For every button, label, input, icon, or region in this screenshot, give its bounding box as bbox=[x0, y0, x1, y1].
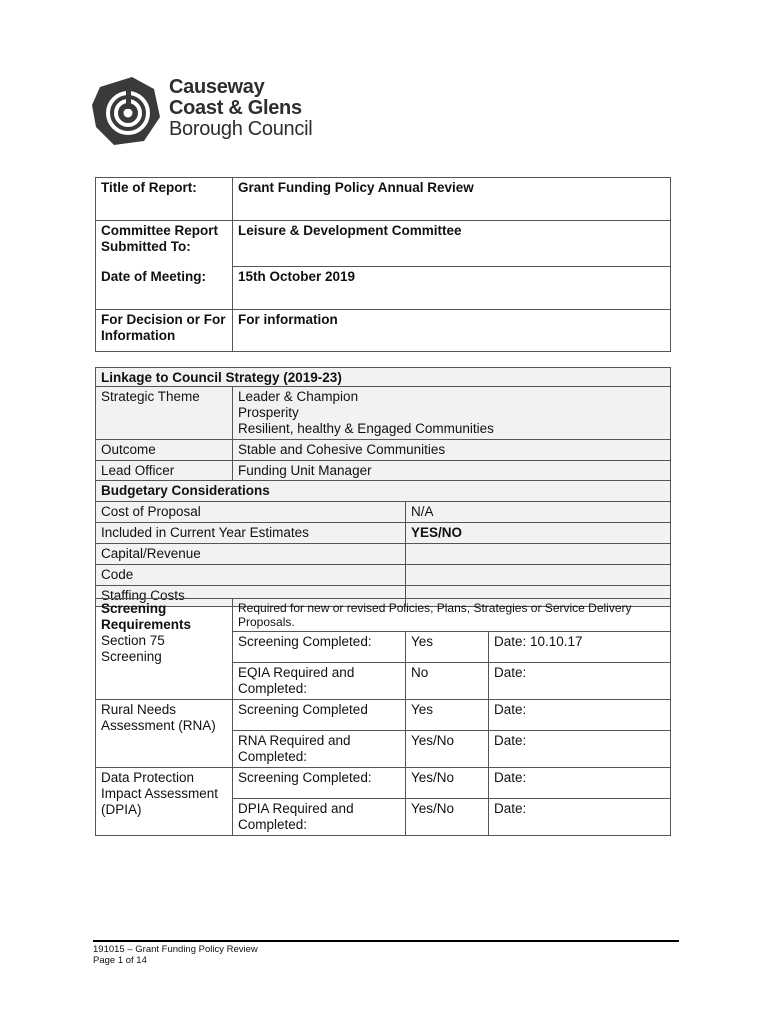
committee-value: Leisure & Development Committee bbox=[233, 221, 671, 267]
footer-reference: 191015 – Grant Funding Policy Review bbox=[93, 944, 258, 955]
linkage-table bbox=[95, 367, 671, 482]
council-logo-text bbox=[169, 77, 312, 140]
screening-date: Date: bbox=[489, 731, 671, 768]
date-value: 15th October 2019 bbox=[233, 267, 671, 310]
logo-line-1: Causeway bbox=[169, 76, 265, 98]
outcome-label: Outcome bbox=[96, 440, 233, 461]
committee-label: Committee Report Submitted To: bbox=[96, 221, 233, 267]
screening-item: Screening Completed bbox=[233, 700, 406, 731]
screening-item: EQIA Required and Completed: bbox=[233, 663, 406, 700]
screening-date: Date: bbox=[489, 799, 671, 836]
budget-row-label: Cost of Proposal bbox=[96, 502, 406, 523]
dpia-label: Data Protection Impact Assessment (DPIA) bbox=[96, 768, 233, 836]
screening-answer: Yes/No bbox=[406, 768, 489, 799]
budget-row-value bbox=[406, 565, 671, 586]
decision-value: For information bbox=[233, 310, 671, 352]
budget-row-label: Included in Current Year Estimates bbox=[96, 523, 406, 544]
theme-value: Prosperity bbox=[238, 405, 299, 420]
section-75-cell bbox=[96, 599, 233, 700]
screening-intro: Required for new or revised Policies, Plans, Strategies or Service Delivery Proposals. bbox=[233, 599, 671, 632]
screening-date: Date: bbox=[489, 663, 671, 700]
screening-date: Date: bbox=[489, 768, 671, 799]
lead-officer-value: Funding Unit Manager bbox=[233, 461, 671, 482]
theme-value: Resilient, healthy & Engaged Communities bbox=[238, 421, 494, 436]
council-logo-icon bbox=[92, 77, 162, 145]
budget-row-label: Capital/Revenue bbox=[96, 544, 406, 565]
report-details-table bbox=[95, 177, 671, 352]
screening-item: Screening Completed: bbox=[233, 632, 406, 663]
date-label: Date of Meeting: bbox=[96, 267, 233, 310]
rna-label: Rural Needs Assessment (RNA) bbox=[96, 700, 233, 768]
screening-item: Screening Completed: bbox=[233, 768, 406, 799]
screening-heading: Screening Requirements bbox=[101, 601, 192, 632]
screening-date: Date: 10.10.17 bbox=[489, 632, 671, 663]
linkage-heading: Linkage to Council Strategy (2019-23) bbox=[96, 368, 671, 387]
strategic-theme-values bbox=[233, 387, 671, 440]
outcome-value: Stable and Cohesive Communities bbox=[233, 440, 671, 461]
title-value: Grant Funding Policy Annual Review bbox=[233, 178, 671, 221]
screening-answer: Yes bbox=[406, 632, 489, 663]
logo-line-2: Coast & Glens bbox=[169, 97, 302, 119]
budget-row-label: Staffing Costs bbox=[96, 586, 406, 607]
screening-answer: Yes/No bbox=[406, 799, 489, 836]
lead-officer-label: Lead Officer bbox=[96, 461, 233, 482]
theme-value: Leader & Champion bbox=[238, 389, 359, 404]
budget-row-value: YES/NO bbox=[406, 523, 671, 544]
screening-answer: Yes/No bbox=[406, 731, 489, 768]
screening-item: DPIA Required and Completed: bbox=[233, 799, 406, 836]
budget-table bbox=[95, 480, 671, 607]
budget-row-label: Code bbox=[96, 565, 406, 586]
screening-date: Date: bbox=[489, 700, 671, 731]
strategic-theme-label: Strategic Theme bbox=[96, 387, 233, 440]
budget-heading: Budgetary Considerations bbox=[96, 481, 671, 502]
budget-row-value: N/A bbox=[406, 502, 671, 523]
title-label: Title of Report: bbox=[96, 178, 233, 221]
budget-row-value bbox=[406, 544, 671, 565]
screening-answer: No bbox=[406, 663, 489, 700]
screening-answer: Yes bbox=[406, 700, 489, 731]
page-number: Page 1 of 14 bbox=[93, 955, 147, 966]
logo-line-3: Borough Council bbox=[169, 118, 313, 140]
page-footer bbox=[93, 940, 679, 966]
screening-table bbox=[95, 598, 671, 836]
section-75-label: Section 75 Screening bbox=[101, 633, 165, 664]
decision-label: For Decision or For Information bbox=[96, 310, 233, 352]
council-logo bbox=[92, 77, 332, 147]
screening-item: RNA Required and Completed: bbox=[233, 731, 406, 768]
